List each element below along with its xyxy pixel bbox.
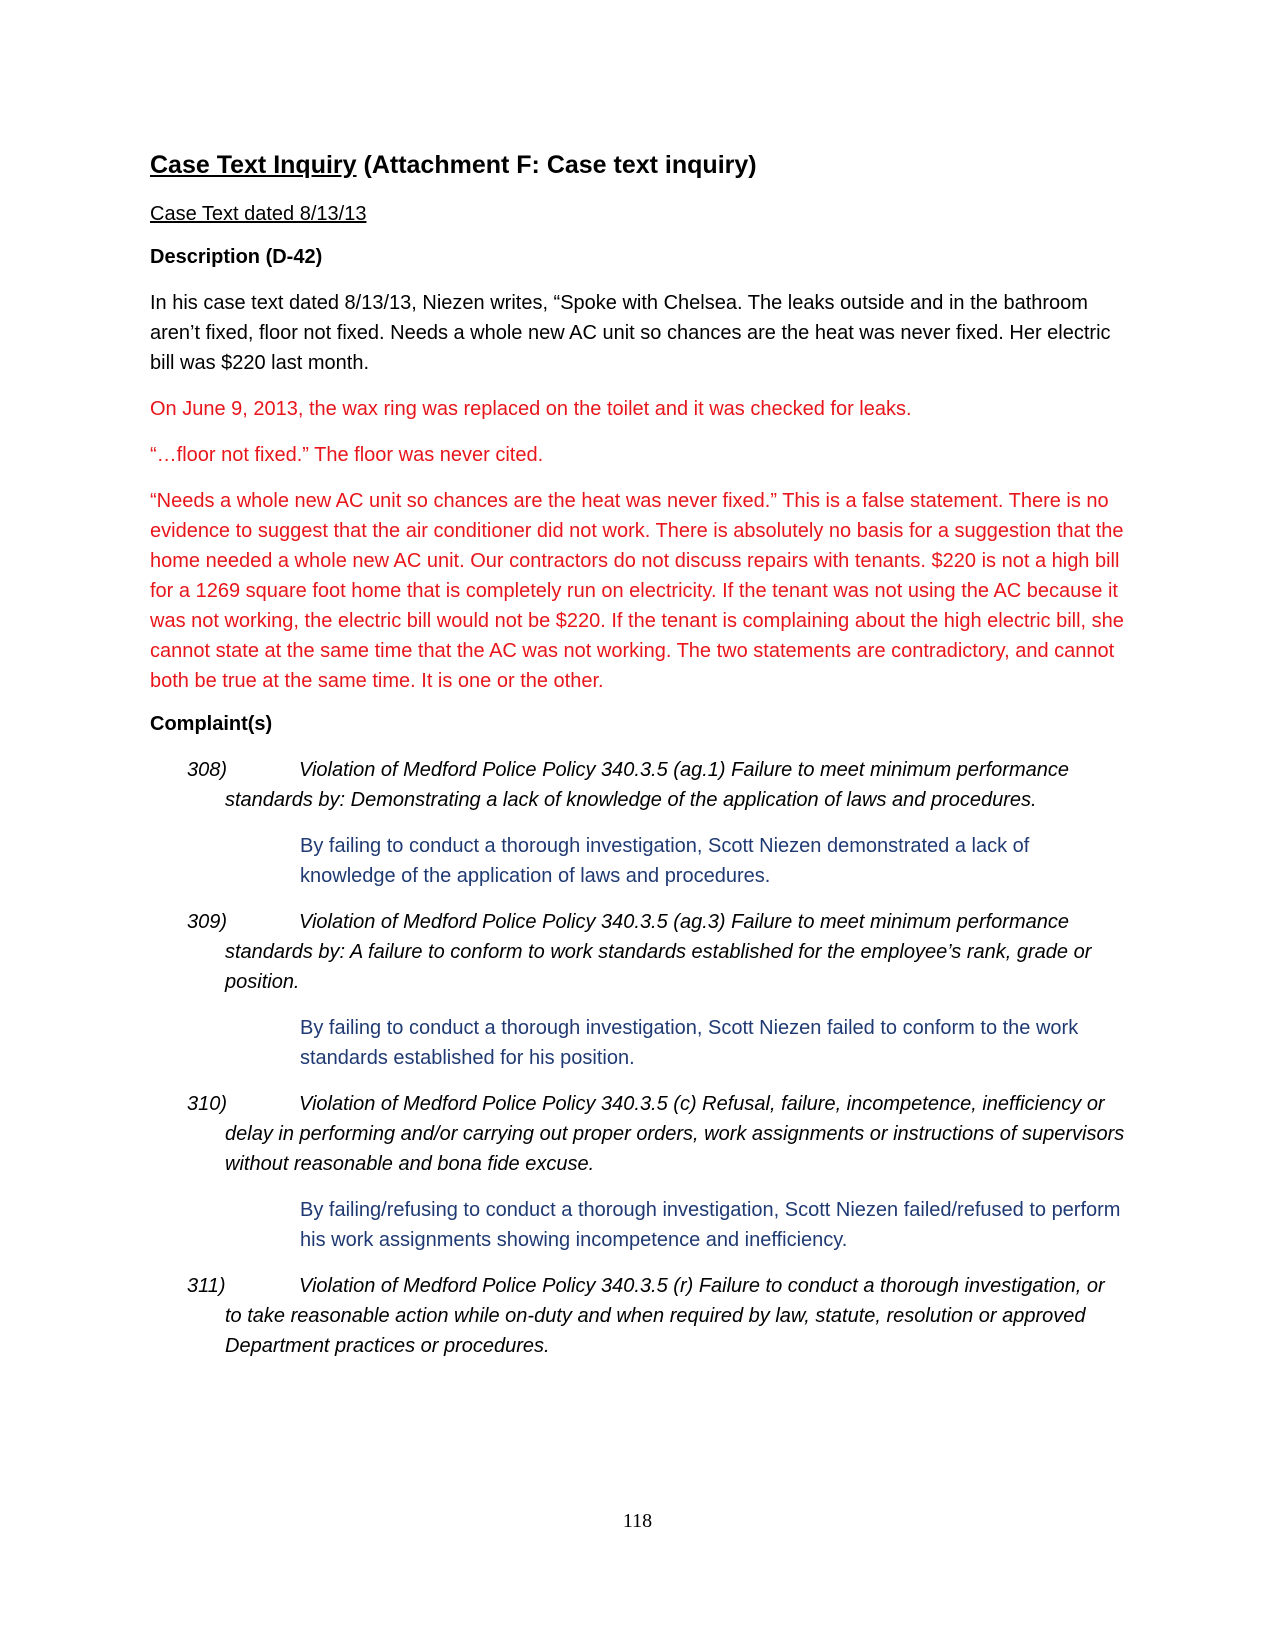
complaint-number: 308)	[187, 759, 228, 781]
complaint-item	[150, 907, 1125, 997]
complaint-finding: By failing to conduct a thorough investigation, Scott Niezen failed to conform to the work standards established for his position.	[300, 1017, 1079, 1069]
complaint-item	[150, 1271, 1125, 1361]
page-title	[150, 150, 1125, 180]
complaint-text: Violation of Medford Police Policy 340.3.5 (r) Failure to conduct a thorough investigation, or to take reasonable action while on-duty and when required by law, statute, resolution or approved Department practices or procedures.	[225, 1275, 1105, 1357]
response-paragraph: “…floor not fixed.” The floor was never cited.	[150, 444, 544, 466]
complaint-finding: By failing/refusing to conduct a thorough investigation, Scott Niezen failed/refused to perform his work assignments showing incompetence and inefficiency.	[300, 1199, 1121, 1251]
response-paragraph: On June 9, 2013, the wax ring was replaced on the toilet and it was checked for leaks.	[150, 398, 912, 420]
complaint-finding: By failing to conduct a thorough investigation, Scott Niezen demonstrated a lack of knowledge of the application of laws and procedures.	[300, 835, 1030, 887]
document-page	[150, 150, 1125, 1377]
title-link-text: Case Text Inquiry	[150, 151, 357, 179]
case-text-subheading: Case Text dated 8/13/13	[150, 203, 367, 225]
complaint-text: Violation of Medford Police Policy 340.3.5 (c) Refusal, failure, incompetence, inefficiency or delay in performing and/or carrying out proper orders, work assignments or instructions of supervisors without reasonable and bona fide excuse.	[225, 1093, 1125, 1175]
complaint-number: 311)	[187, 1275, 226, 1297]
complaint-item	[150, 755, 1125, 815]
complaints-label: Complaint(s)	[150, 713, 273, 735]
description-label: Description (D-42)	[150, 246, 323, 268]
complaint-text: Violation of Medford Police Policy 340.3.5 (ag.3) Failure to meet minimum performance standards by: A failure to conform to work standards established for the employee’s rank, grade or position.	[225, 911, 1092, 993]
complaint-number: 310)	[187, 1093, 228, 1115]
complaint-item	[150, 1089, 1125, 1179]
title-rest: (Attachment F: Case text inquiry)	[356, 151, 757, 179]
complaint-text: Violation of Medford Police Policy 340.3.5 (ag.1) Failure to meet minimum performance standards by: Demonstrating a lack of knowledge of the application of laws and procedures.	[225, 759, 1069, 811]
page-number: 118	[622, 1510, 653, 1532]
description-text: In his case text dated 8/13/13, Niezen writes, “Spoke with Chelsea. The leaks outside and in the bathroom aren’t fixed, floor not fixed. Needs a whole new AC unit so chances are the heat was never fixed. Her electric bill was $220 last month.	[150, 292, 1111, 374]
response-paragraph: “Needs a whole new AC unit so chances are the heat was never fixed.” This is a false statement. There is no evidence to suggest that the air conditioner did not work. There is absolutely no basis for a suggestion that the home needed a whole new AC unit. Our contractors do not discuss repairs with tenants. $220 is not a high bill for a 1269 square foot home that is completely run on electricity. If the tenant was not using the AC because it was not working, the electric bill would not be $220. If the tenant is complaining about the high electric bill, she cannot state at the same time that the AC was not working. The two statements are contradictory, and cannot both be true at the same time. It is one or the other.	[150, 490, 1124, 692]
complaint-number: 309)	[187, 911, 228, 933]
